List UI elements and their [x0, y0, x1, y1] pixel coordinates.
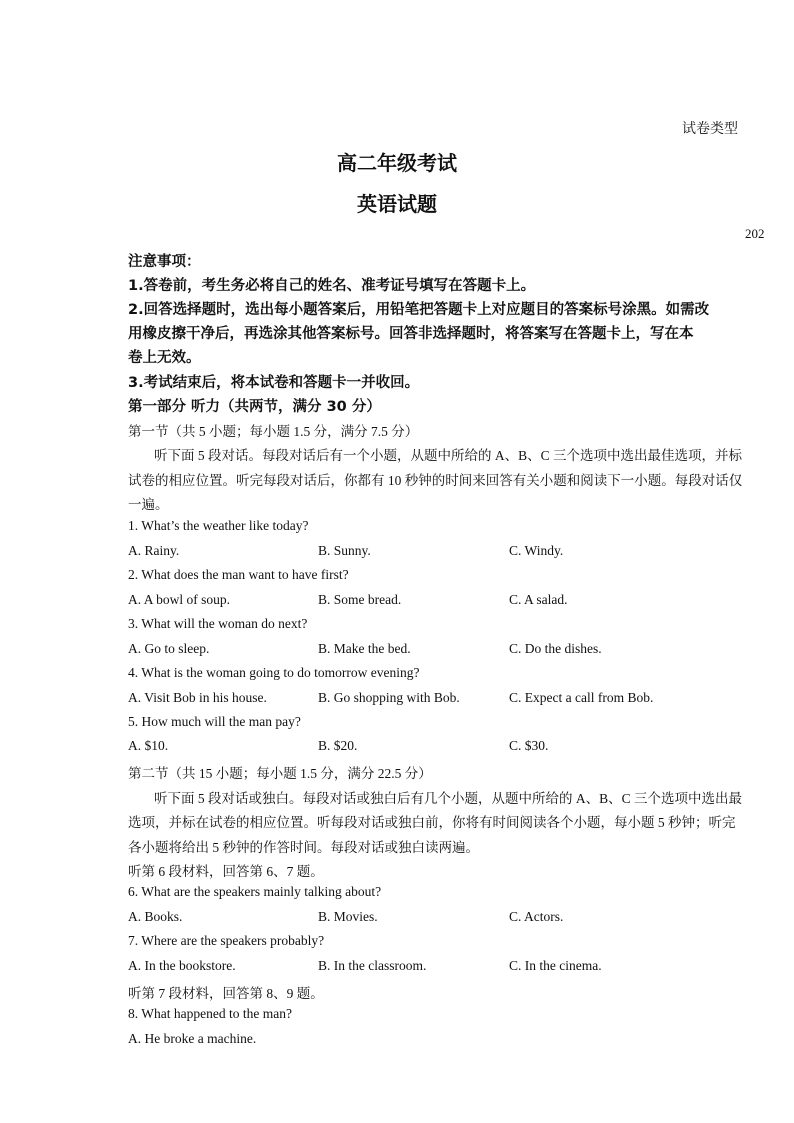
exam-subtitle: 英语试题: [357, 192, 437, 216]
question: 8. What happened to the man?: [128, 1006, 292, 1021]
notice-line: 1.答卷前，考生务必将自己的姓名、准考证号填写在答题卡上。: [128, 278, 536, 294]
option-a: A. A bowl of soup.: [128, 592, 231, 607]
section1-instruction: 听下面 5 段对话。每段对话后有一个小题，从题中所给的 A、B、C 三个选项中选出最佳选项，并标: [154, 448, 743, 463]
question: 1. What’s the weather like today?: [128, 518, 309, 533]
question: 4. What is the woman going to do tomorrow evening?: [128, 665, 420, 680]
material-note: 听第 6 段材料，回答第 6、7 题。: [128, 864, 324, 879]
option-c: C. In the cinema.: [509, 958, 602, 973]
option-a: A. Books.: [128, 909, 183, 924]
option-c: C. $30.: [509, 738, 549, 753]
option-b: B. Go shopping with Bob.: [318, 690, 460, 705]
exam-title: 高二年级考试: [337, 151, 457, 175]
option-b: B. In the classroom.: [318, 958, 427, 973]
section2-instruction: 各小题将给出 5 秒钟的作答时间。每段对话或独白读两遍。: [128, 840, 479, 855]
option-a: A. Rainy.: [128, 543, 180, 558]
question: 6. What are the speakers mainly talking about?: [128, 884, 382, 899]
notice-line: 卷上无效。: [128, 350, 201, 366]
notice-line: 用橡皮擦干净后，再选涂其他答案标号。回答非选择题时，将答案写在答题卡上，写在本: [128, 326, 694, 342]
exam-type-label: 试卷类型: [682, 122, 738, 137]
notice-line: 3.考试结束后，将本试卷和答题卡一并收回。: [128, 375, 420, 391]
section1-instruction: 一遍。: [128, 497, 169, 512]
question: 3. What will the woman do next?: [128, 616, 308, 631]
option-c: C. Windy.: [509, 543, 564, 558]
material-note: 听第 7 段材料，回答第 8、9 题。: [128, 986, 324, 1001]
option-c: C. Actors.: [509, 909, 564, 924]
section2-heading: 第二节（共 15 小题；每小题 1.5 分，满分 22.5 分）: [128, 766, 432, 781]
exam-year: 202: [745, 226, 765, 241]
option-b: B. Make the bed.: [318, 641, 411, 656]
option-c: C. Do the dishes.: [509, 641, 602, 656]
option-a: A. In the bookstore.: [128, 958, 236, 973]
option-b: B. $20.: [318, 738, 358, 753]
section2-instruction: 听下面 5 段对话或独白。每段对话或独白后有几个小题，从题中所给的 A、B、C 三个选项中选出最: [154, 791, 743, 806]
section1-heading: 第一节（共 5 小题；每小题 1.5 分，满分 7.5 分）: [128, 424, 419, 439]
option-b: B. Some bread.: [318, 592, 402, 607]
option-a: A. Visit Bob in his house.: [128, 690, 267, 705]
part1-heading: 第一部分 听力（共两节，满分 30 分）: [128, 399, 381, 415]
question: 5. How much will the man pay?: [128, 714, 301, 729]
section1-instruction: 试卷的相应位置。听完每段对话后，你都有 10 秒钟的时间来回答有关小题和阅读下一小题。每段对话仅: [128, 473, 743, 488]
option-c: C. A salad.: [509, 592, 568, 607]
option-a: A. He broke a machine.: [128, 1031, 257, 1046]
option-a: A. $10.: [128, 738, 169, 753]
section2-instruction: 选项，并标在试卷的相应位置。听每段对话或独白前，你将有时间阅读各个小题，每小题 5 秒钟；听完: [128, 815, 736, 830]
question: 7. Where are the speakers probably?: [128, 933, 325, 948]
notice-line: 2.回答选择题时，选出每小题答案后，用铅笔把答题卡上对应题目的答案标号涂黑。如需改: [128, 302, 710, 318]
option-b: B. Movies.: [318, 909, 378, 924]
notice-heading: 注意事项：: [128, 254, 201, 270]
question: 2. What does the man want to have first?: [128, 567, 349, 582]
option-b: B. Sunny.: [318, 543, 371, 558]
option-a: A. Go to sleep.: [128, 641, 210, 656]
option-c: C. Expect a call from Bob.: [509, 690, 654, 705]
